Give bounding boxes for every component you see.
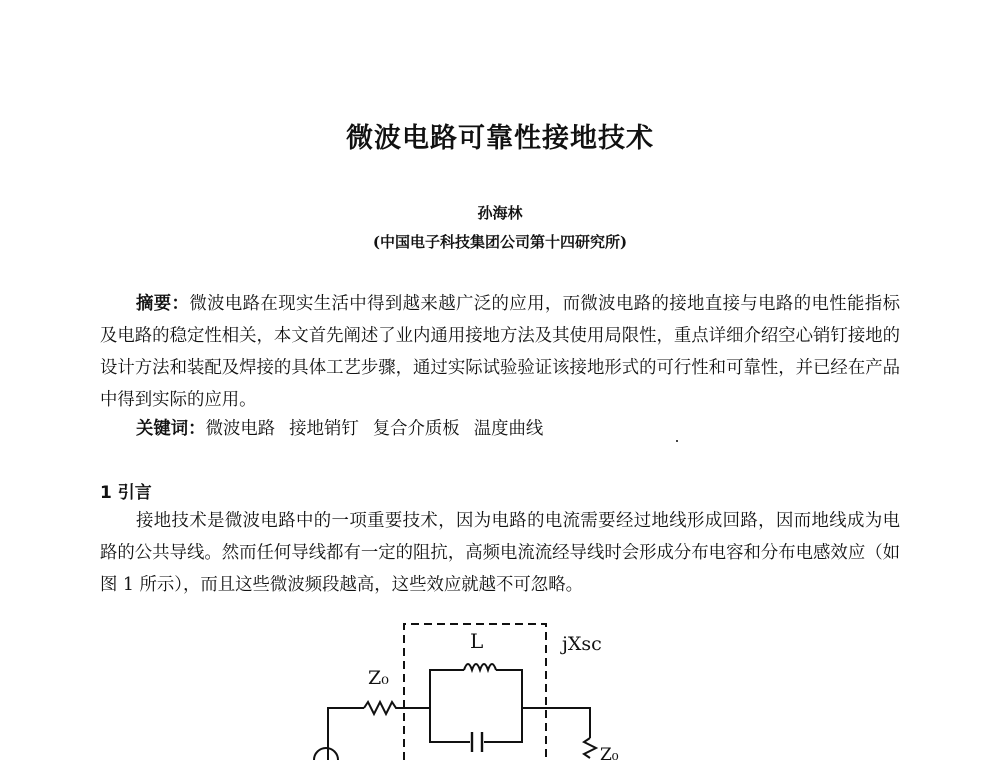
resistor-z0-left bbox=[364, 702, 430, 714]
section-body: 接地技术是微波电路中的一项重要技术，因为电路的电流需要经过地线形成回路，因而地线成为电路的公共导线。然而任何导线都有一定的阻抗，高频电流流经导线时会形成分布电容和分布电感效应（如图 1 所示），而且这些微波频段越高，这些效应就越不可忽略。 bbox=[100, 511, 900, 595]
inner-left-bottom bbox=[430, 708, 470, 742]
inner-right-top bbox=[496, 670, 522, 708]
inner-left-node bbox=[430, 670, 464, 708]
inner-right-bottom bbox=[484, 708, 522, 742]
keyword-item: 微波电路 bbox=[205, 419, 276, 439]
figure-1-circuit bbox=[300, 608, 660, 760]
right-wire bbox=[522, 708, 590, 738]
capacitor bbox=[472, 732, 482, 752]
abstract-label: 摘要： bbox=[136, 294, 190, 314]
keyword-item: 复合介质板 bbox=[372, 419, 460, 439]
scan-speck bbox=[676, 440, 678, 442]
resistor-z0-right bbox=[584, 738, 596, 758]
author-affiliation: (中国电子科技集团公司第十四研究所) bbox=[372, 233, 628, 251]
label-z0-right: Z₀ bbox=[600, 745, 619, 760]
source-symbol bbox=[314, 748, 338, 760]
keywords-label: 关键词： bbox=[136, 419, 206, 439]
keyword-item: 温度曲线 bbox=[473, 419, 544, 439]
label-inductor: L bbox=[470, 629, 484, 653]
author-name: 孙海林 bbox=[477, 204, 523, 222]
abstract bbox=[100, 288, 900, 416]
keyword-item: 接地销钉 bbox=[289, 419, 359, 439]
left-wire bbox=[328, 708, 364, 760]
abstract-text: 微波电路在现实生活中得到越来越广泛的应用，而微波电路的接地直接与电路的电性能指标及电路的稳定性相关，本文首先阐述了业内通用接地方法及其使用局限性，重点详细介绍空心销钉接地的设计方法和装配及焊接的具体工艺步骤，通过实际试验验证该接地形式的可行性和可靠性，并已经在产品中得到实际的应用。 bbox=[100, 294, 900, 410]
label-z0-left: Z₀ bbox=[368, 667, 389, 689]
section-heading: 1 引言 bbox=[100, 483, 152, 503]
inductor-l bbox=[464, 664, 496, 670]
label-jxsc: jXsc bbox=[562, 633, 602, 655]
keywords bbox=[136, 414, 896, 444]
paper-title: 微波电路可靠性接地技术 bbox=[346, 123, 654, 154]
